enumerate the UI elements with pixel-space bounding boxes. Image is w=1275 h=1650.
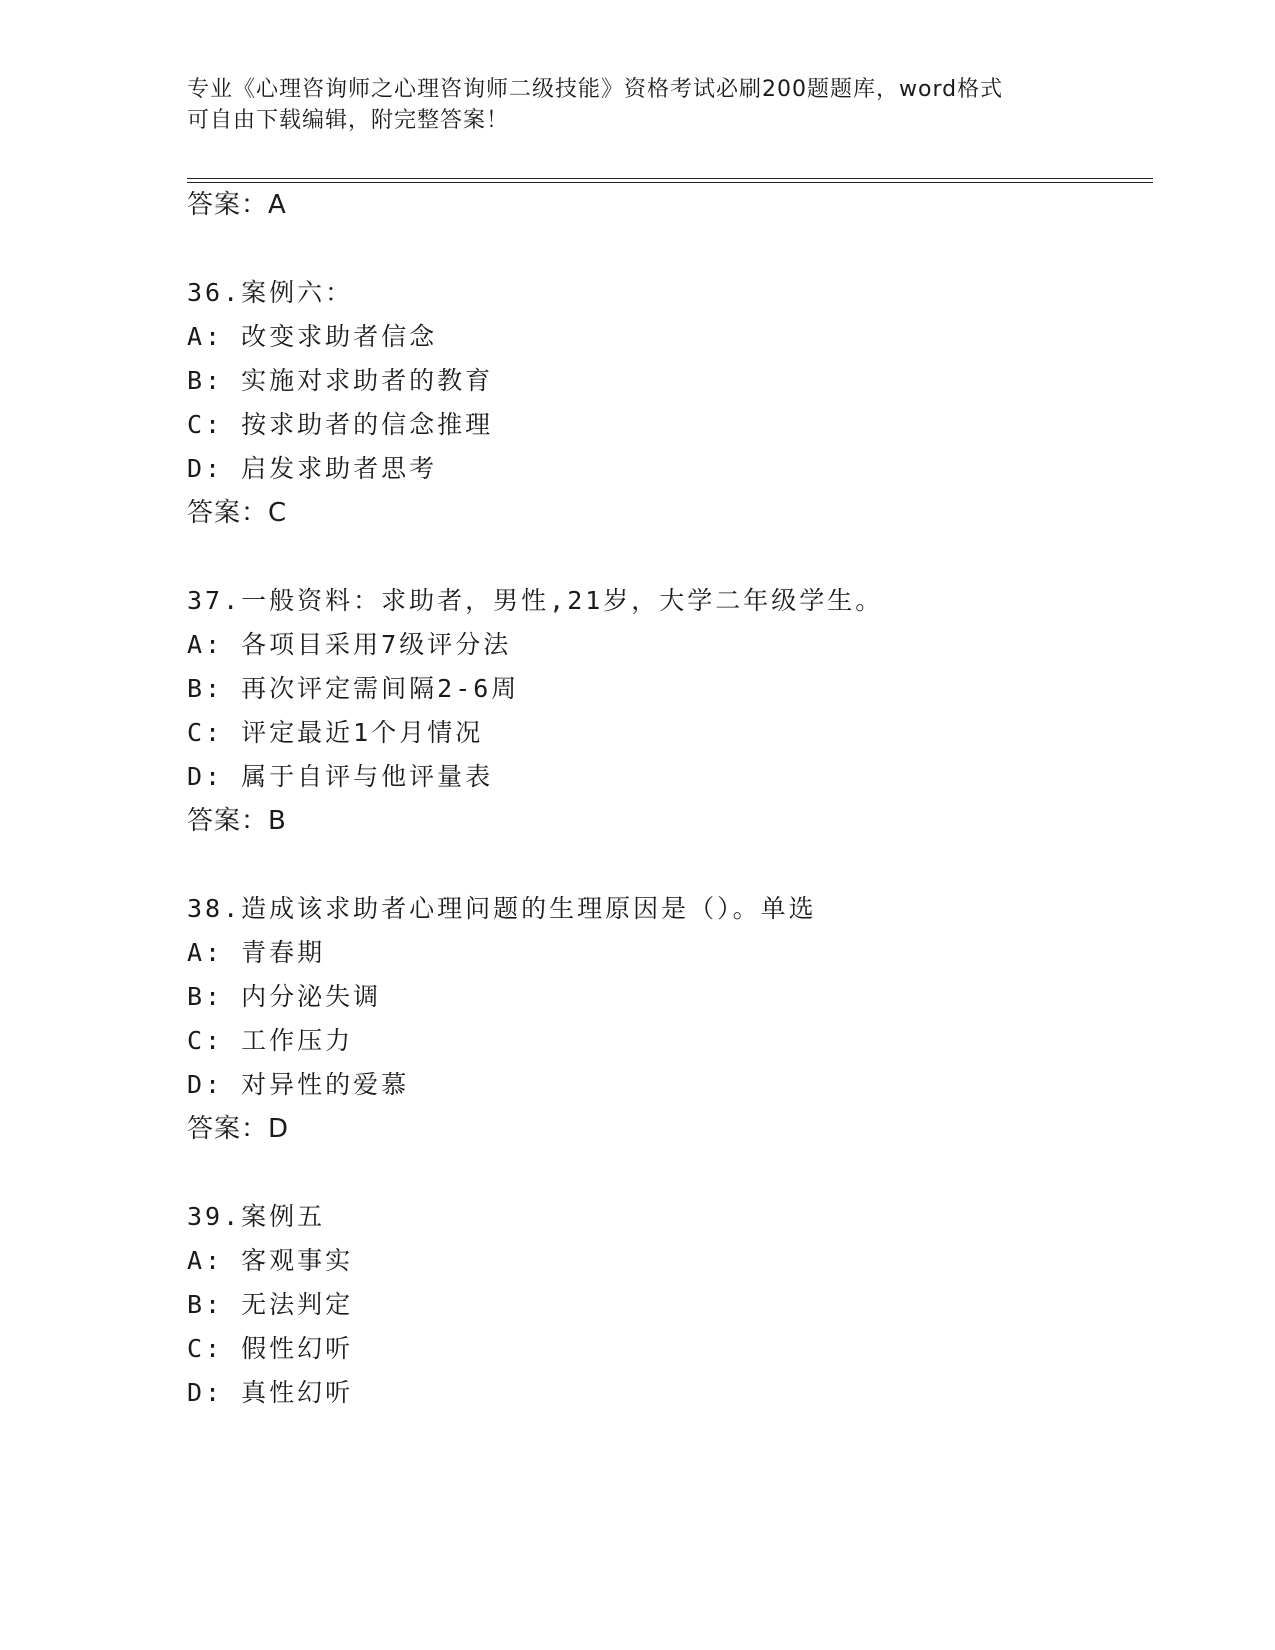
option-d: D: 属于自评与他评量表 — [187, 762, 494, 791]
option-b: B: 内分泌失调 — [187, 982, 382, 1011]
option-b: B: 无法判定 — [187, 1290, 354, 1319]
option-a: A: 改变求助者信念 — [187, 322, 438, 351]
header-divider-bottom — [187, 182, 1153, 183]
answer: 答案：C — [187, 498, 288, 528]
question-title: 37.一般资料：求助者，男性,21岁，大学二年级学生。 — [187, 586, 884, 615]
question-title: 38.造成该求助者心理问题的生理原因是（）。单选 — [187, 894, 817, 923]
document-header — [187, 74, 1067, 136]
question-title: 39.案例五 — [187, 1202, 326, 1231]
option-a: A: 客观事实 — [187, 1246, 354, 1275]
header-line-1: 专业《心理咨询师之心理咨询师二级技能》资格考试必刷200题题库，word格式 — [187, 77, 1004, 102]
option-b: B: 实施对求助者的教育 — [187, 366, 494, 395]
header-line-2: 可自由下载编辑，附完整答案！ — [187, 108, 510, 133]
option-c: C: 评定最近1个月情况 — [187, 718, 484, 747]
option-b: B: 再次评定需间隔2-6周 — [187, 674, 520, 703]
option-a: A: 各项目采用7级评分法 — [187, 630, 512, 659]
option-d: D: 对异性的爱慕 — [187, 1070, 410, 1099]
option-a: A: 青春期 — [187, 938, 326, 967]
header-divider-top — [187, 178, 1153, 179]
option-d: D: 真性幻听 — [187, 1378, 354, 1407]
option-d: D: 启发求助者思考 — [187, 454, 438, 483]
question-title: 36.案例六： — [187, 278, 354, 307]
option-c: C: 按求助者的信念推理 — [187, 410, 494, 439]
option-c: C: 工作压力 — [187, 1026, 354, 1055]
option-c: C: 假性幻听 — [187, 1334, 354, 1363]
answer: 答案：D — [187, 1114, 290, 1144]
answer: 答案：B — [187, 806, 287, 836]
previous-answer: 答案：A — [187, 190, 287, 220]
